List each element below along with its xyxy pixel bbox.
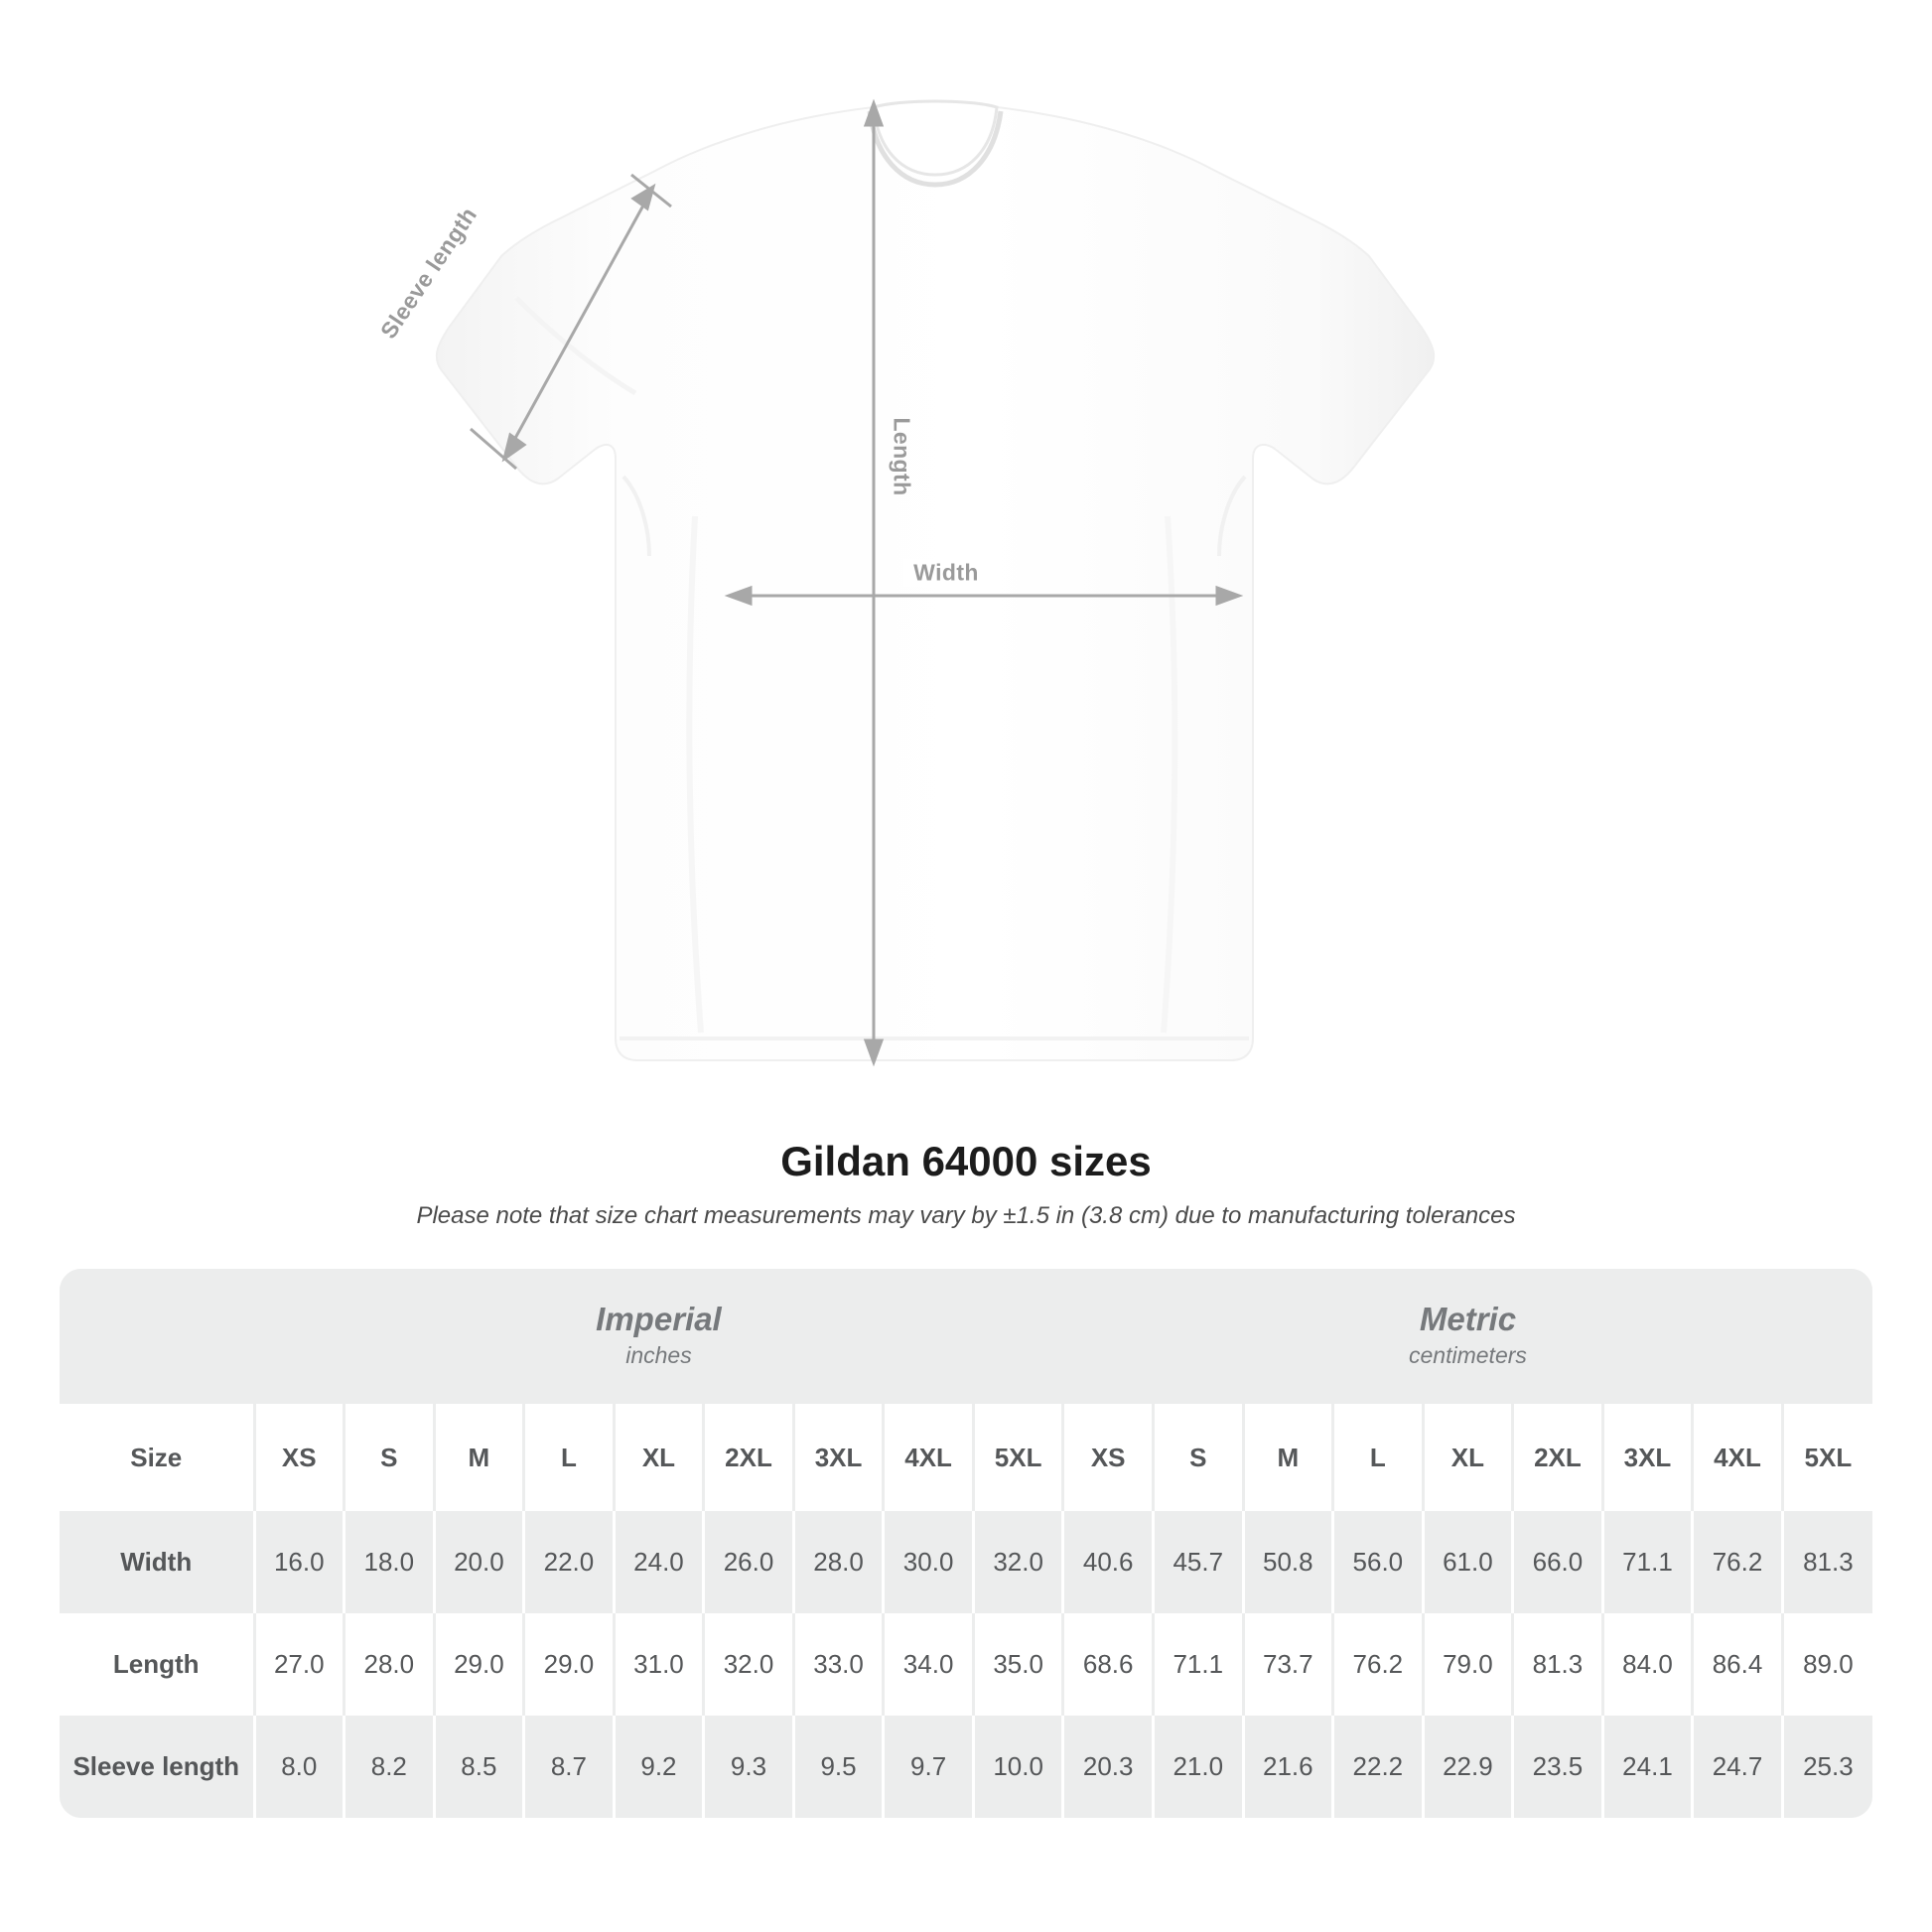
cell-sleeve-imperial-5xl: 10.0	[973, 1716, 1063, 1818]
size-header-metric-s: S	[1153, 1404, 1243, 1511]
size-header-imperial-s: S	[345, 1404, 435, 1511]
cell-width-metric-xl: 61.0	[1423, 1511, 1513, 1613]
size-header-metric-5xl: 5XL	[1782, 1404, 1872, 1511]
cell-sleeve-imperial-xs: 8.0	[254, 1716, 345, 1818]
cell-length-metric-m: 73.7	[1243, 1613, 1333, 1716]
cell-sleeve-imperial-4xl: 9.7	[884, 1716, 974, 1818]
cell-sleeve-metric-s: 21.0	[1153, 1716, 1243, 1818]
cell-length-imperial-m: 29.0	[434, 1613, 524, 1716]
cell-sleeve-imperial-l: 8.7	[524, 1716, 615, 1818]
size-header-metric-l: L	[1333, 1404, 1424, 1511]
unit-group-imperial-name: Imperial	[596, 1300, 722, 1337]
cell-width-imperial-xl: 24.0	[614, 1511, 704, 1613]
size-header-imperial-l: L	[524, 1404, 615, 1511]
size-header-metric-m: M	[1243, 1404, 1333, 1511]
unit-header-row	[60, 1269, 1872, 1404]
cell-width-metric-xs: 40.6	[1063, 1511, 1154, 1613]
cell-width-imperial-s: 18.0	[345, 1511, 435, 1613]
cell-sleeve-metric-4xl: 24.7	[1693, 1716, 1783, 1818]
size-header-imperial-3xl: 3XL	[793, 1404, 884, 1511]
cell-width-metric-l: 56.0	[1333, 1511, 1424, 1613]
cell-width-metric-5xl: 81.3	[1782, 1511, 1872, 1613]
size-chart-table-wrapper	[60, 1269, 1872, 1818]
cell-length-metric-2xl: 81.3	[1513, 1613, 1603, 1716]
cell-length-imperial-4xl: 34.0	[884, 1613, 974, 1716]
tolerance-note: Please note that size chart measurements may vary by ±1.5 in (3.8 cm) due to manufacturing tolerances	[416, 1202, 1516, 1229]
unit-group-metric-sub: centimeters	[1409, 1341, 1527, 1368]
size-header-metric-3xl: 3XL	[1602, 1404, 1693, 1511]
cell-sleeve-metric-xl: 22.9	[1423, 1716, 1513, 1818]
cell-sleeve-metric-2xl: 23.5	[1513, 1716, 1603, 1818]
cell-sleeve-metric-l: 22.2	[1333, 1716, 1424, 1818]
cell-sleeve-imperial-xl: 9.2	[614, 1716, 704, 1818]
size-chart-table	[60, 1269, 1872, 1818]
unit-group-metric-name: Metric	[1419, 1300, 1517, 1337]
row-label-sleeve-length: Sleeve length	[60, 1716, 254, 1818]
cell-width-metric-2xl: 66.0	[1513, 1511, 1603, 1613]
size-header-label: Size	[60, 1404, 254, 1511]
size-header-metric-xs: XS	[1063, 1404, 1154, 1511]
size-header-metric-4xl: 4XL	[1693, 1404, 1783, 1511]
cell-length-imperial-s: 28.0	[345, 1613, 435, 1716]
cell-length-imperial-3xl: 33.0	[793, 1613, 884, 1716]
cell-length-metric-4xl: 86.4	[1693, 1613, 1783, 1716]
table-row-length	[60, 1613, 1872, 1716]
cell-width-imperial-l: 22.0	[524, 1511, 615, 1613]
cell-length-imperial-xs: 27.0	[254, 1613, 345, 1716]
table-row-width	[60, 1511, 1872, 1613]
size-header-imperial-2xl: 2XL	[704, 1404, 794, 1511]
table-row-sleeve-length	[60, 1716, 1872, 1818]
size-header-metric-2xl: 2XL	[1513, 1404, 1603, 1511]
cell-width-imperial-m: 20.0	[434, 1511, 524, 1613]
cell-length-imperial-xl: 31.0	[614, 1613, 704, 1716]
cell-sleeve-metric-xs: 20.3	[1063, 1716, 1154, 1818]
length-dimension-label: Length	[889, 417, 915, 496]
size-header-imperial-xs: XS	[254, 1404, 345, 1511]
cell-sleeve-imperial-s: 8.2	[345, 1716, 435, 1818]
cell-sleeve-imperial-2xl: 9.3	[704, 1716, 794, 1818]
size-header-row	[60, 1404, 1872, 1511]
page-title: Gildan 64000 sizes	[780, 1138, 1152, 1184]
size-header-metric-xl: XL	[1423, 1404, 1513, 1511]
unit-group-metric	[1063, 1269, 1872, 1404]
cell-sleeve-metric-m: 21.6	[1243, 1716, 1333, 1818]
cell-sleeve-metric-5xl: 25.3	[1782, 1716, 1872, 1818]
cell-width-imperial-xs: 16.0	[254, 1511, 345, 1613]
size-header-imperial-m: M	[434, 1404, 524, 1511]
sleeve-length-dimension-label: Sleeve length	[374, 202, 483, 344]
cell-length-metric-s: 71.1	[1153, 1613, 1243, 1716]
cell-sleeve-metric-3xl: 24.1	[1602, 1716, 1693, 1818]
size-header-imperial-5xl: 5XL	[973, 1404, 1063, 1511]
cell-length-metric-xs: 68.6	[1063, 1613, 1154, 1716]
unit-group-imperial	[254, 1269, 1063, 1404]
cell-length-imperial-l: 29.0	[524, 1613, 615, 1716]
cell-length-imperial-5xl: 35.0	[973, 1613, 1063, 1716]
cell-width-imperial-4xl: 30.0	[884, 1511, 974, 1613]
unit-row-spacer	[60, 1269, 254, 1404]
width-dimension-label: Width	[903, 560, 989, 587]
cell-width-metric-4xl: 76.2	[1693, 1511, 1783, 1613]
cell-width-imperial-5xl: 32.0	[973, 1511, 1063, 1613]
size-header-imperial-xl: XL	[614, 1404, 704, 1511]
row-label-width: Width	[60, 1511, 254, 1613]
cell-length-imperial-2xl: 32.0	[704, 1613, 794, 1716]
cell-length-metric-5xl: 89.0	[1782, 1613, 1872, 1716]
cell-sleeve-imperial-3xl: 9.5	[793, 1716, 884, 1818]
row-label-length: Length	[60, 1613, 254, 1716]
cell-length-metric-3xl: 84.0	[1602, 1613, 1693, 1716]
size-header-imperial-4xl: 4XL	[884, 1404, 974, 1511]
cell-width-metric-s: 45.7	[1153, 1511, 1243, 1613]
cell-width-metric-3xl: 71.1	[1602, 1511, 1693, 1613]
unit-group-imperial-sub: inches	[625, 1341, 692, 1368]
cell-length-metric-xl: 79.0	[1423, 1613, 1513, 1716]
cell-width-imperial-2xl: 26.0	[704, 1511, 794, 1613]
cell-sleeve-imperial-m: 8.5	[434, 1716, 524, 1818]
cell-length-metric-l: 76.2	[1333, 1613, 1424, 1716]
cell-width-metric-m: 50.8	[1243, 1511, 1333, 1613]
cell-width-imperial-3xl: 28.0	[793, 1511, 884, 1613]
